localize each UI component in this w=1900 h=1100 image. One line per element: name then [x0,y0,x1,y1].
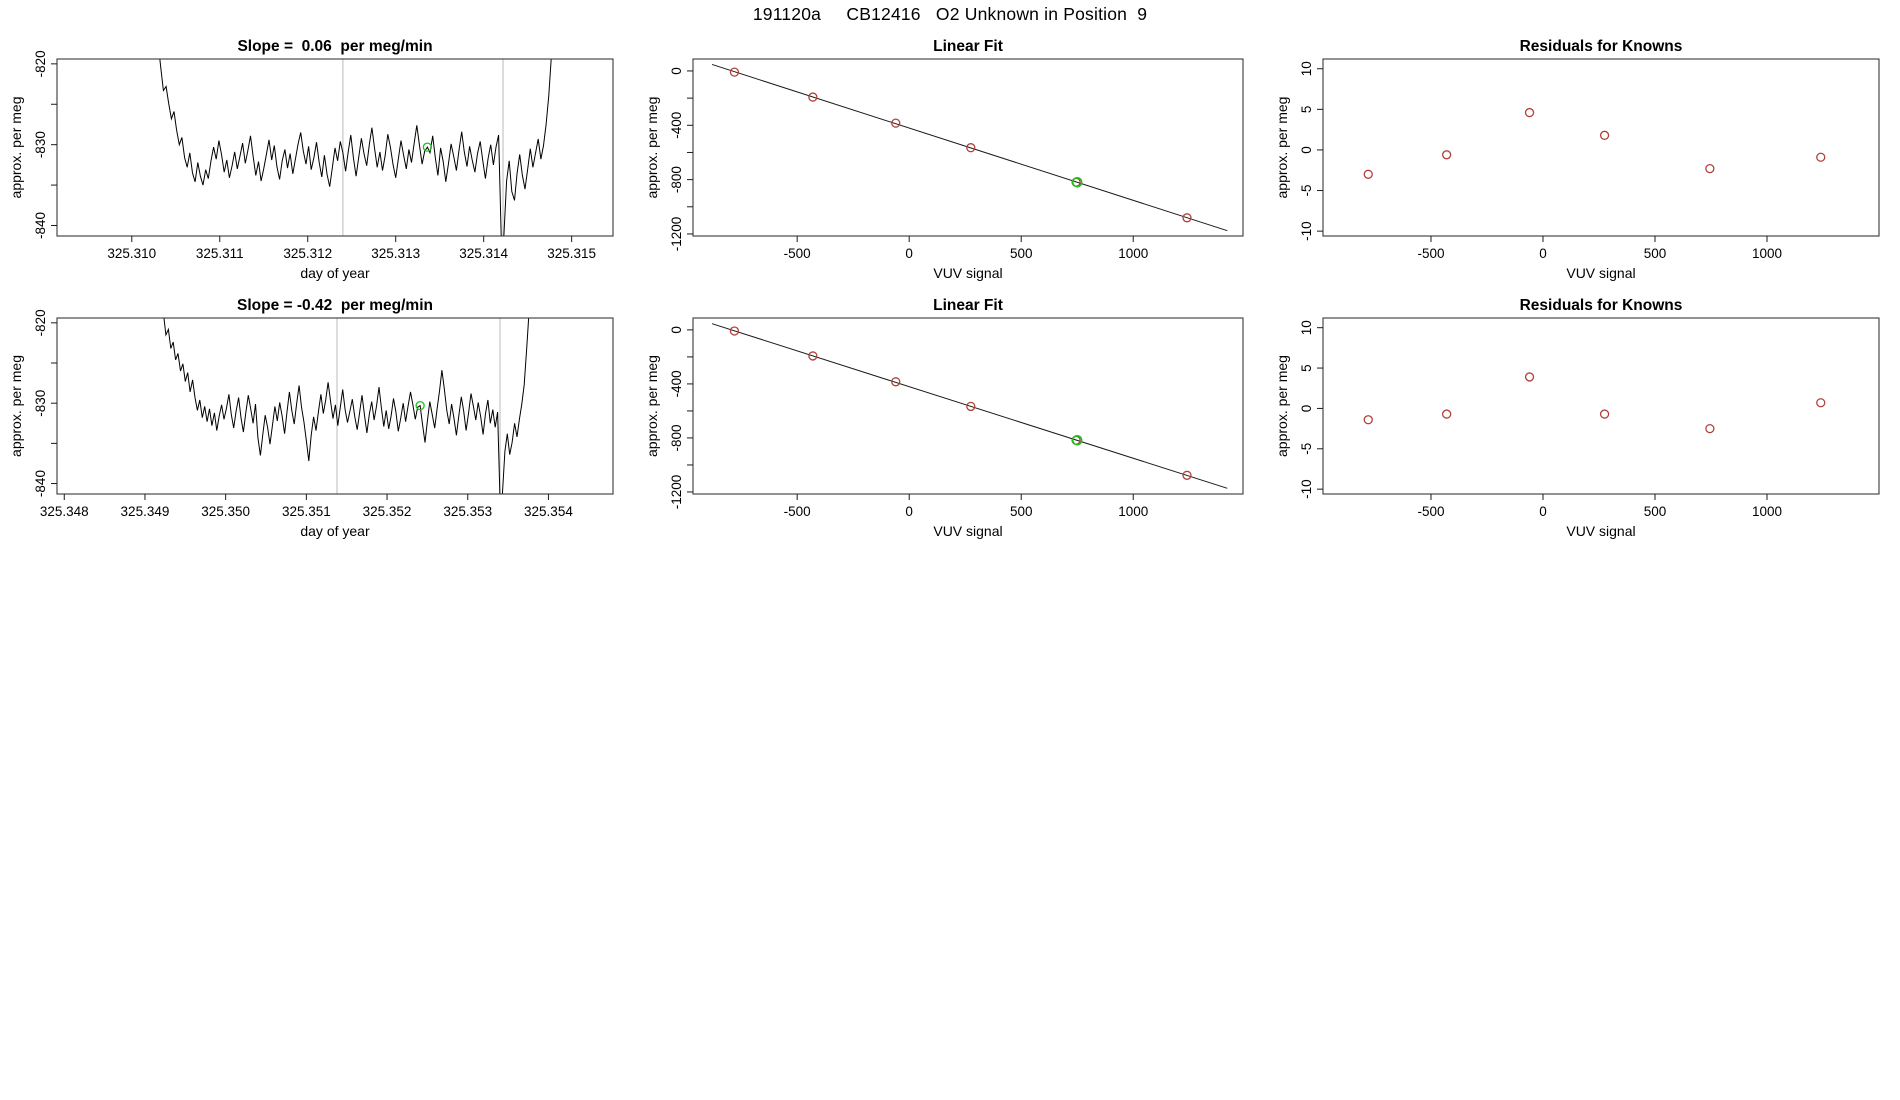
y-tick-label: -840 [33,211,48,240]
residual-point [1443,151,1451,159]
plot-title: Residuals for Knowns [1519,38,1683,55]
x-axis-label: day of year [300,265,370,281]
y-tick-label: -10 [1299,221,1314,241]
x-tick-label: 500 [1643,246,1667,261]
y-tick-label: -830 [33,389,48,417]
y-tick-label: -1200 [669,216,684,252]
y-tick-label: -10 [1299,479,1314,499]
x-tick-label: 1000 [1118,246,1149,261]
plot-title: Linear Fit [933,38,1003,55]
residual-point [1706,425,1714,433]
y-tick-label: -400 [669,370,684,398]
residual-point [1443,410,1451,418]
y-tick-label: 0 [669,67,684,75]
x-tick-label: 325.314 [459,246,509,261]
x-tick-label: -500 [783,504,811,519]
y-axis-label: approx. per meg [1274,355,1290,457]
plot-timeseries-run2 [8,281,613,539]
plot-box [57,59,613,236]
y-axis-label: approx. per meg [644,96,660,199]
residual-point [1817,153,1825,161]
x-tick-label: 0 [1539,246,1547,261]
x-tick-label: 0 [905,246,913,261]
x-tick-label: 325.315 [547,246,597,261]
y-tick-label: 10 [1299,61,1314,77]
x-axis-label: VUV signal [1566,523,1636,539]
y-tick-label: -820 [33,50,49,78]
x-tick-label: 325.348 [39,504,89,519]
y-tick-label: -840 [33,470,48,498]
x-axis-label: VUV signal [933,523,1003,539]
plot-linearfit-run2 [644,297,1243,539]
residual-point [1364,416,1372,424]
x-tick-label: -500 [1417,504,1445,519]
x-tick-label: 325.349 [120,504,170,519]
y-tick-label: 0 [1299,146,1314,154]
x-axis-label: VUV signal [1566,265,1636,281]
x-tick-label: 325.311 [195,246,244,261]
plot-residuals-run2 [1274,297,1879,539]
plot-title: Slope = 0.06 per meg/min [237,38,433,55]
y-axis-label: approx. per meg [1274,96,1290,199]
y-axis-label: approx. per meg [644,355,660,457]
page-title: 191120a CB12416 O2 Unknown in Position 9 [752,4,1148,24]
fit-line [712,64,1227,230]
x-tick-label: -500 [783,246,811,261]
x-tick-label: 500 [1009,504,1033,519]
x-tick-label: 325.312 [283,246,333,261]
residual-point [1706,165,1714,173]
plot-box [1323,318,1879,494]
plot-title: Linear Fit [933,297,1003,314]
y-axis-label: approx. per meg [8,355,24,457]
plot-linearfit-run1 [644,38,1243,281]
y-tick-label: -1200 [669,474,684,510]
y-tick-label: -820 [33,309,48,337]
x-tick-label: 325.352 [362,504,412,519]
x-tick-label: 325.313 [371,246,421,261]
y-tick-label: -830 [33,131,48,159]
residual-point [1817,399,1825,407]
x-tick-label: 1000 [1751,504,1783,519]
plot-title: Residuals for Knowns [1519,297,1683,314]
y-tick-label: 10 [1299,320,1314,336]
x-tick-label: 0 [1539,504,1547,519]
y-tick-label: -800 [669,166,684,194]
x-tick-label: 0 [905,504,913,519]
y-tick-label: -5 [1299,442,1314,455]
y-tick-label: -400 [669,111,684,139]
x-tick-label: 325.350 [201,504,251,519]
y-tick-label: -5 [1299,184,1314,197]
x-tick-label: 325.351 [281,504,331,519]
y-axis-label: approx. per meg [8,96,24,199]
x-tick-label: 1000 [1751,246,1783,261]
plot-timeseries-run1 [8,28,613,282]
residual-point [1364,170,1372,178]
x-tick-label: 500 [1643,504,1667,519]
x-tick-label: -500 [1417,246,1445,261]
x-tick-label: 325.353 [443,504,493,519]
x-tick-label: 325.310 [107,246,157,261]
x-axis-label: VUV signal [933,265,1003,281]
x-tick-label: 500 [1009,246,1033,261]
y-tick-label: 5 [1299,105,1314,114]
y-tick-label: 0 [1299,404,1314,413]
plot-residuals-run1 [1274,38,1879,281]
plot-title: Slope = -0.42 per meg/min [237,297,433,314]
fit-line [712,324,1227,489]
y-tick-label: 0 [669,326,684,334]
plot-box [1323,59,1879,236]
residual-point [1601,410,1609,418]
residual-point [1526,373,1534,381]
x-axis-label: day of year [300,523,370,539]
residual-point [1601,131,1609,139]
x-tick-label: 325.354 [524,504,573,519]
y-tick-label: -800 [669,424,684,452]
residual-point [1526,109,1534,117]
x-tick-label: 1000 [1118,504,1149,519]
y-tick-label: 5 [1299,364,1314,372]
